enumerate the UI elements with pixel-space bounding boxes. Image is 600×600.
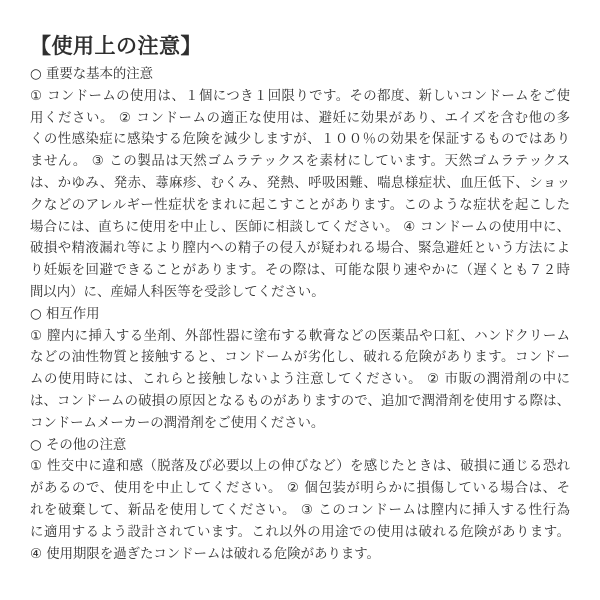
text-line: ① コンドームの使用は、１個につき１回限りです。その都度、新しいコンドームをご使	[30, 88, 570, 104]
text-line: 用ください。 ② コンドームの適正な使用は、避妊に効果があり、エイズを含む他の多	[30, 110, 570, 126]
text-line: コンドームメーカーの潤滑剤をご使用ください。	[30, 415, 325, 431]
text-line: は、コンドームの破損の原因となるものがありますので、追加で潤滑剤を使用する際は、	[30, 393, 570, 409]
text-line: ④ 使用期限を過ぎたコンドームは破れる危険があります。	[30, 546, 380, 562]
text-line: ① 性交中に違和感（脱落及び必要以上の伸びなど）を感じたときは、破損に通じる恐れ	[30, 459, 570, 475]
text-line: り妊娠を回避できることがあります。その際は、可能な限り速やかに（遅くとも７２時	[30, 263, 570, 279]
text-line: などの油性物質と接触すると、コンドームが劣化し、破れる危険があります。コンドー	[30, 350, 570, 366]
text-line: に適用するよう設計されています。これ以外の用途での使用は破れる危険があります。	[30, 524, 570, 540]
text-line: ムの使用時には、これらと接触しないよう注意してください。 ② 市販の潤滑剤の中に	[30, 372, 570, 388]
section-heading-basic-precautions: ○ 重要な基本的注意	[30, 67, 154, 82]
page-title: 【使用上の注意】	[30, 34, 202, 58]
text-line: クなどのアレルギー性症状をまれに起こすことがあります。このような症状を起こした	[30, 197, 570, 213]
text-line: があるので、使用を中止してください。 ② 個包装が明らかに損傷している場合は、そ	[30, 481, 570, 497]
text-line: れを破棄して、新品を使用してください。 ③ このコンドームは膣内に挿入する性行為	[30, 502, 570, 518]
text-line: 場合には、直ちに使用を中止し、医師に相談してください。 ④ コンドームの使用中に、	[30, 219, 570, 235]
text-block	[30, 64, 570, 565]
document-content	[30, 34, 570, 565]
text-line: 破損や精液漏れ等により膣内への精子の侵入が疑われる場合、緊急避妊という方法によ	[30, 241, 570, 257]
text-line: くの性感染症に感染する危険を減少しますが、１００％の効果を保証するものではあり	[30, 132, 570, 148]
section-heading-interactions: ○ 相互作用	[30, 306, 100, 322]
text-line: ① 膣内に挿入する坐剤、外部性器に塗布する軟膏などの医薬品や口紅、ハンドクリーム	[30, 328, 570, 344]
text-line: 間以内）に、産婦人科医等を受診してください。	[30, 284, 325, 300]
text-line: は、かゆみ、発赤、蕁麻疹、むくみ、発熱、呼吸困難、喘息様症状、血圧低下、ショッ	[30, 175, 570, 191]
text-line: ません。 ③ この製品は天然ゴムラテックスを素材にしています。天然ゴムラテックス	[30, 154, 570, 170]
section-heading-other-precautions: ○ その他の注意	[30, 437, 127, 453]
